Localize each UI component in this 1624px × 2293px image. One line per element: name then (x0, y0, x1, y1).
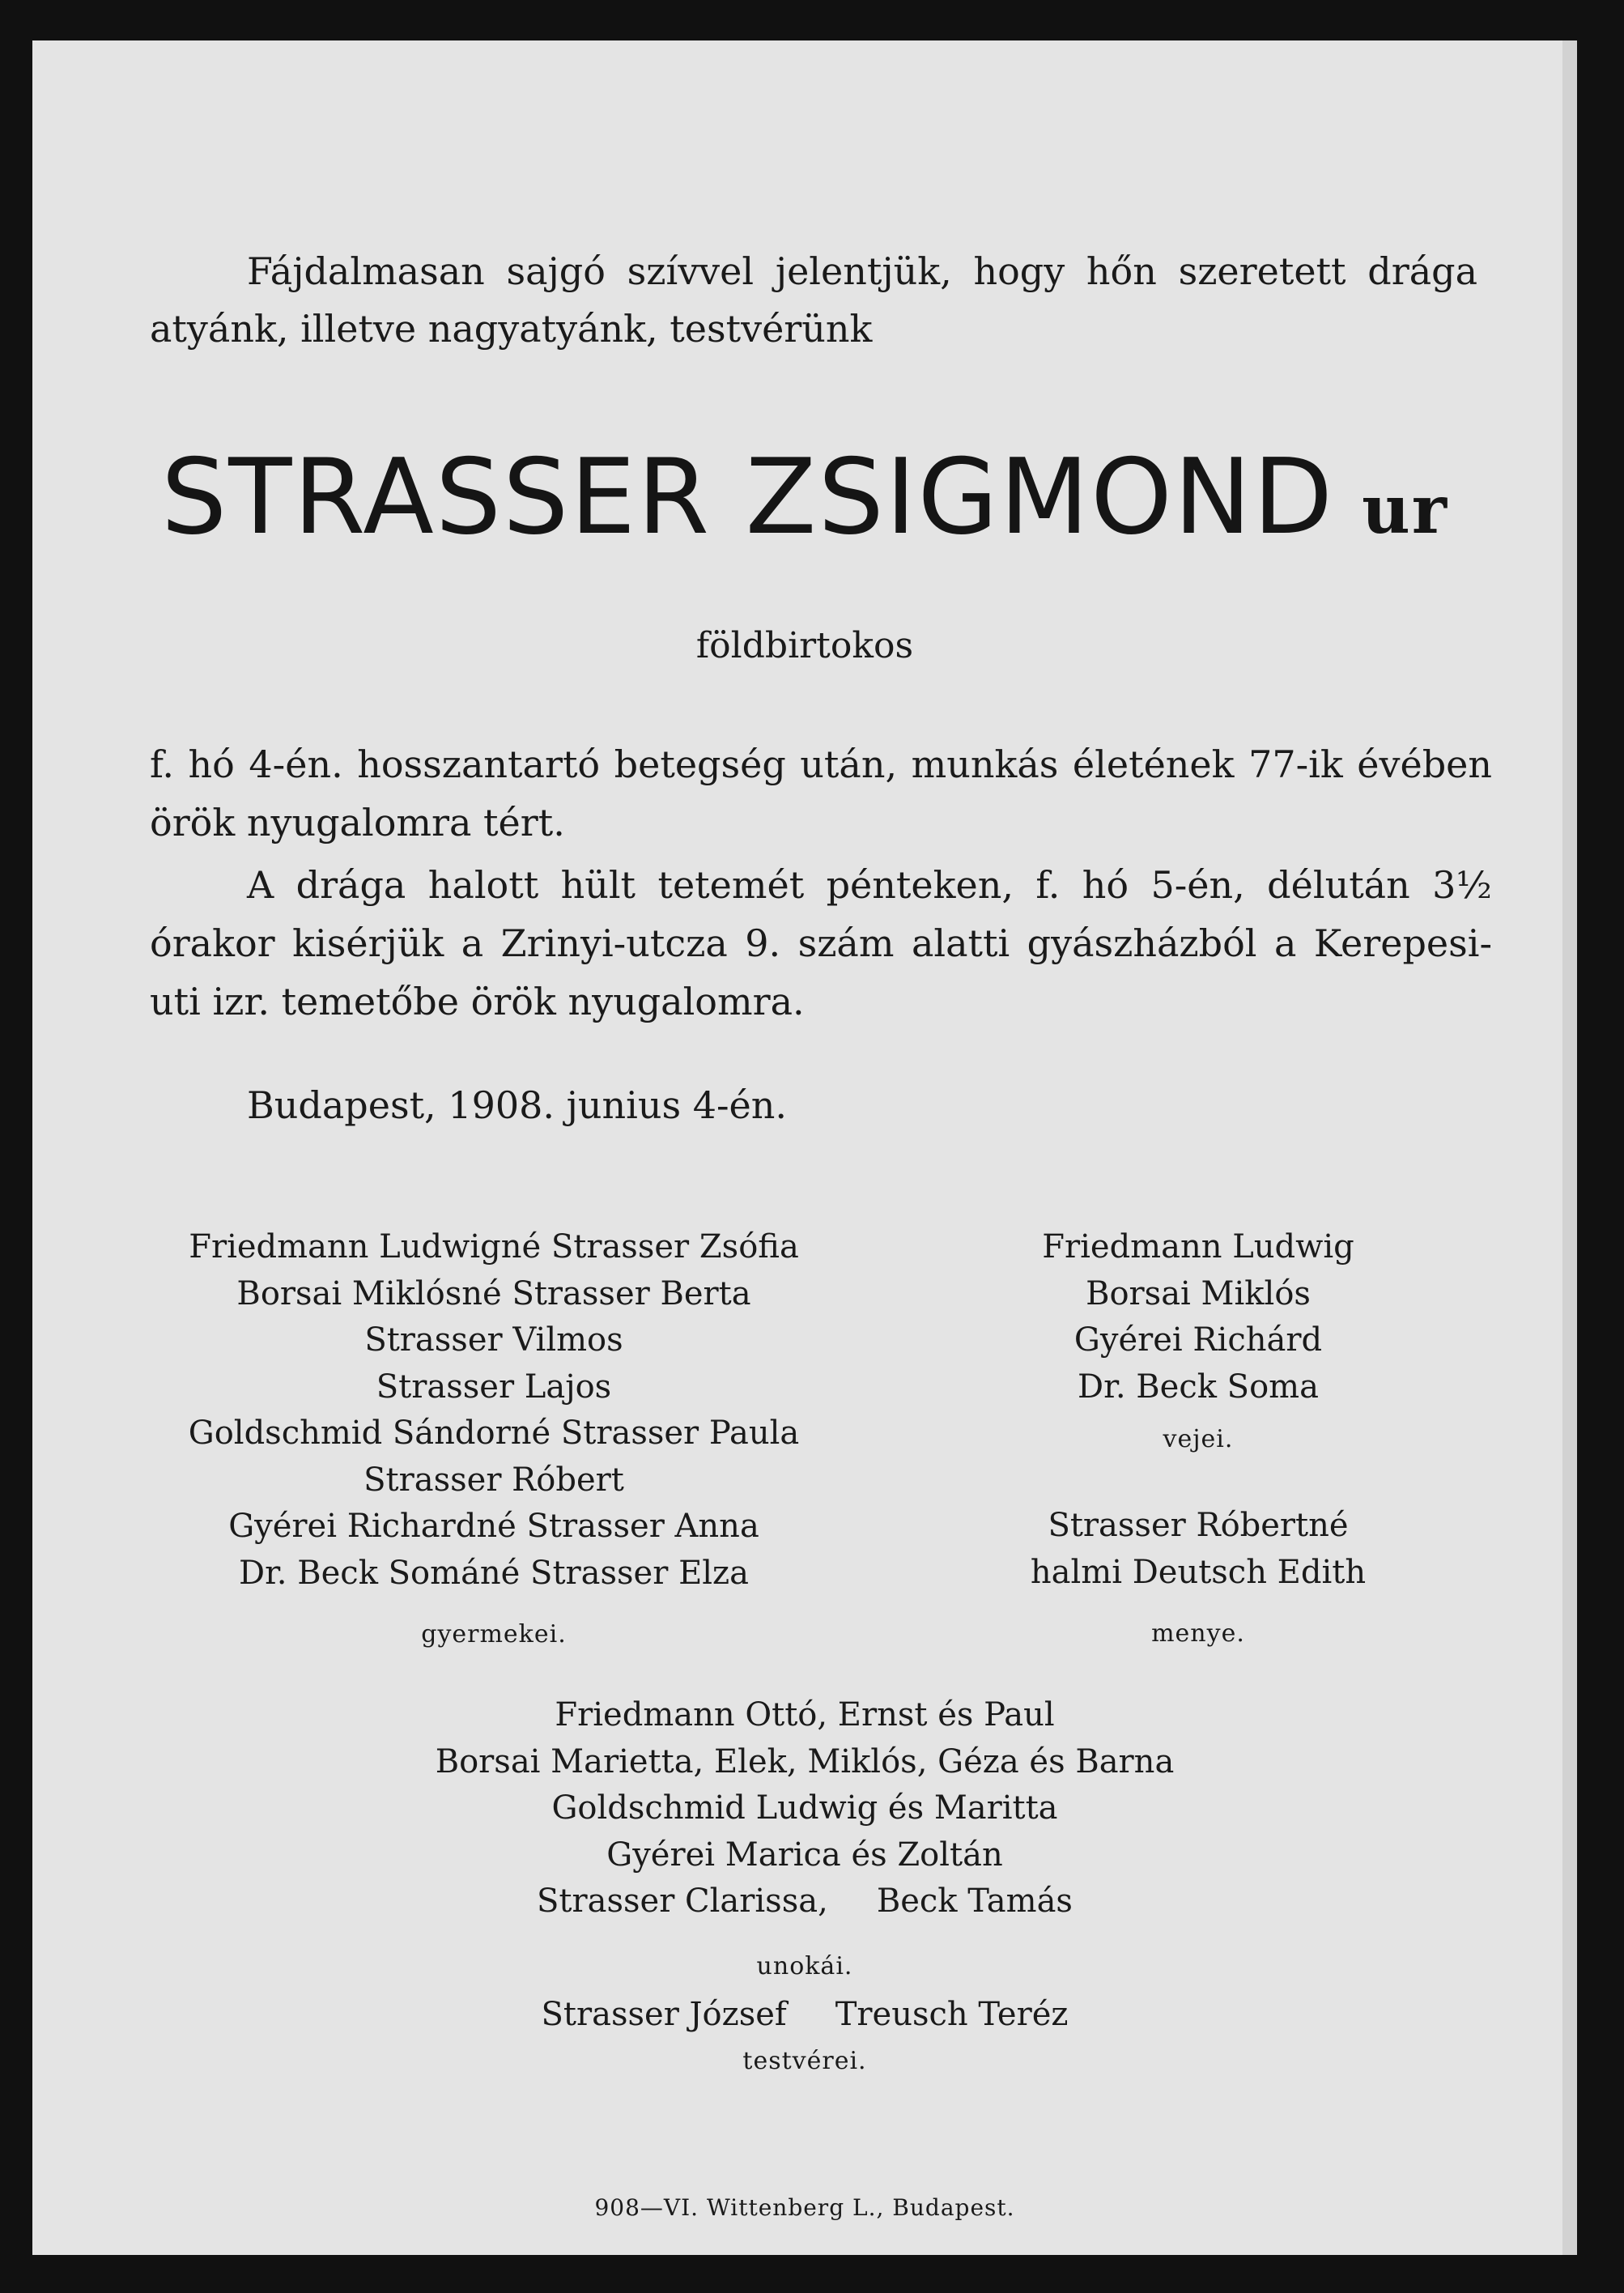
child-name: Strasser Róbert (363, 1461, 624, 1499)
child-name: Gyérei Richardné Strasser Anna (228, 1508, 759, 1545)
deceased-name (32, 437, 1577, 558)
funeral-paragraph: A drága halott hült tetemét pénteken, f. hó 5-én, délután 3½ órakor kisérjük a Zrinyi-utcza 9. szám alatti gyászházból a Kerepesi-uti izr. temetőbe örök nyugalomra. (150, 863, 1492, 1023)
daughter-in-law-name: Strasser Róbertné (1048, 1507, 1349, 1544)
intro-paragraph: Fájdalmasan sajgó szívvel jelentjük, hogy hőn szeretett drága atyánk, illetve nagyatyánk, testvérünk (150, 249, 1477, 351)
child-name: Friedmann Ludwigné Strasser Zsófia (189, 1228, 799, 1266)
spacer (971, 1464, 1425, 1503)
grandchildren-list (32, 1692, 1577, 1989)
in-laws-list (971, 1224, 1425, 1657)
siblings-list (32, 1992, 1577, 2084)
grandchildren-line: Goldschmid Ludwig és Maritta (551, 1789, 1058, 1827)
children-relation: gyermekei. (421, 1620, 567, 1648)
son-in-law-name: Friedmann Ludwig (1042, 1228, 1354, 1266)
printer-imprint: 908—VI. Wittenberg L., Budapest. (594, 2194, 1015, 2221)
grandchildren-line (32, 1878, 1577, 1925)
child-name: Borsai Miklósné Strasser Berta (236, 1274, 751, 1312)
daughter-in-law-relation: menye. (1151, 1619, 1245, 1648)
death-paragraph: f. hó 4-én. hosszantartó betegség után, munkás életének 77-ik évében örök nyugalomra tért. (150, 742, 1492, 845)
name-suffix: ur (1362, 471, 1448, 549)
grandchildren-relation: unokái. (756, 1951, 853, 1980)
sibling-name: Strasser József (541, 1996, 787, 2033)
death-notice-sheet (32, 40, 1577, 2255)
child-name: Strasser Lajos (376, 1368, 612, 1406)
daughter-in-law-name: halmi Deutsch Edith (1030, 1553, 1367, 1591)
grandchildren-line: Friedmann Ottó, Ernst és Paul (555, 1696, 1055, 1734)
deceased-name-text: STRASSER ZSIGMOND (161, 437, 1335, 558)
place-date: Budapest, 1908. junius 4-én. (247, 1083, 787, 1127)
siblings-relation: testvérei. (742, 2047, 867, 2075)
son-in-law-name: Gyérei Richárd (1073, 1321, 1323, 1359)
child-name: Strasser Vilmos (364, 1321, 623, 1359)
son-in-law-name: Borsai Miklós (1086, 1274, 1311, 1312)
child-name: Goldschmid Sándorné Strasser Paula (188, 1415, 800, 1452)
child-name: Dr. Beck Sománé Strasser Elza (239, 1554, 749, 1592)
grandchild-name: Beck Tamás (876, 1882, 1073, 1920)
son-in-law-name: Dr. Beck Soma (1078, 1368, 1319, 1406)
sons-in-law-relation: vejei. (1163, 1425, 1234, 1453)
grandchildren-line: Gyérei Marica és Zoltán (606, 1836, 1003, 1874)
sibling-name: Treusch Teréz (835, 1996, 1069, 2033)
children-list (178, 1224, 810, 1658)
grandchild-name: Strasser Clarissa, (537, 1882, 828, 1920)
grandchildren-line: Borsai Marietta, Elek, Miklós, Géza és Barna (435, 1742, 1175, 1780)
siblings-line (32, 1992, 1577, 2038)
occupation: földbirtokos (695, 625, 914, 666)
